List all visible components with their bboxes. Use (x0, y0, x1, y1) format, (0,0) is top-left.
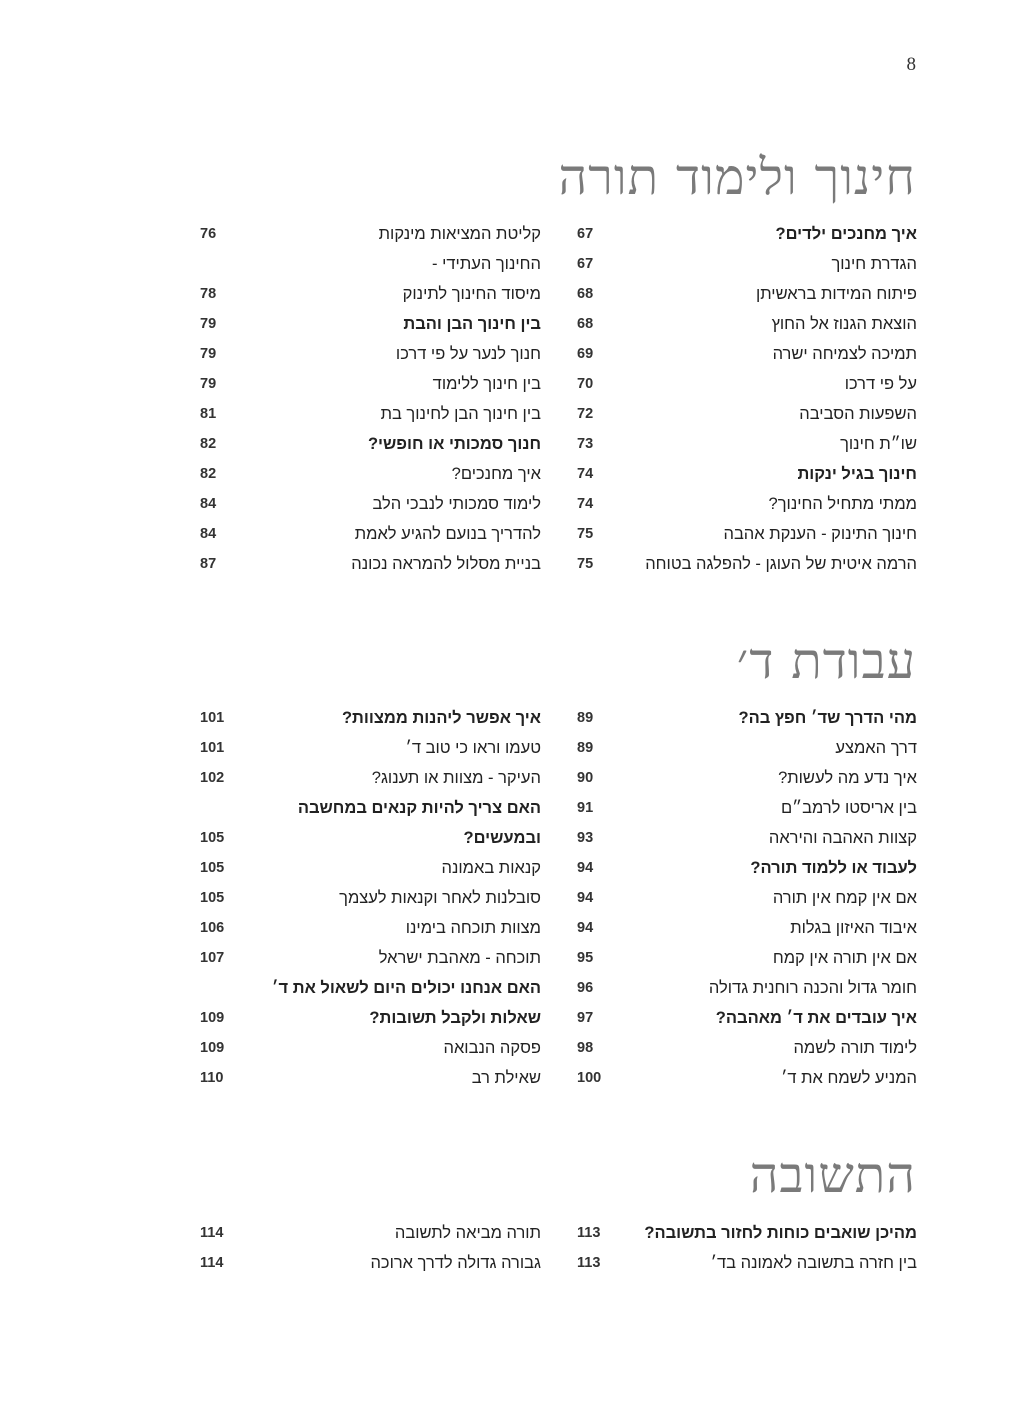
toc-entry[interactable] (577, 1033, 917, 1063)
toc-entry[interactable] (200, 1063, 541, 1093)
toc-entry[interactable] (577, 279, 917, 309)
toc-entry-title-line: השפעות הסביבה (799, 405, 917, 423)
toc-entry-title-line: חינוך התינוק - הענקת אהבה (723, 525, 917, 543)
toc-column-left (200, 1218, 541, 1278)
toc-entry-title (645, 549, 917, 579)
toc-entry-title-line: הרמה איטית של העוגן - להפלגה בטוחה (645, 555, 917, 573)
toc-entry-page: 68 (577, 286, 594, 302)
toc-entry-title (368, 429, 541, 459)
toc-entry-page: 74 (577, 496, 594, 512)
toc-entry-title (272, 973, 541, 1033)
toc-entry-title (396, 339, 541, 369)
toc-entry-title (432, 249, 541, 279)
toc-entry-title-line: ובמעשים? (463, 829, 541, 847)
toc-entry[interactable] (577, 853, 917, 883)
toc-entry-page: 75 (577, 526, 594, 542)
toc-entry-title (711, 1248, 917, 1278)
toc-entry[interactable] (577, 519, 917, 549)
toc-entry-title-line: טעמו וראו כי טוב ד׳ (405, 739, 541, 757)
toc-entry[interactable] (200, 279, 541, 309)
toc-entry-page: 89 (577, 710, 594, 726)
toc-entry-title (372, 489, 541, 519)
toc-entry-title (709, 973, 917, 1003)
toc-entry[interactable] (200, 399, 541, 429)
toc-entry-page: 105 (200, 830, 225, 846)
toc-entry-page: 114 (200, 1225, 224, 1241)
toc-entry-title (355, 519, 541, 549)
toc-entry-title-line: אם אין תורה אין קמח (772, 949, 917, 967)
toc-entry-title-line: בין חינוך הבן והבת (403, 315, 541, 333)
toc-entry-title-line: מהי הדרך שד׳ חפץ בה? (738, 709, 917, 727)
toc-entry-title (372, 763, 541, 793)
toc-entry-title-line: בניית מסלול להמראה נכונה (351, 555, 541, 573)
page-number: 8 (906, 54, 916, 75)
toc-entry-page: 67 (577, 256, 594, 272)
toc-entry-title (835, 733, 917, 763)
toc-entry-title (831, 249, 917, 279)
toc-entry-title (472, 1063, 541, 1093)
toc-entry-title-line: איבוד האיזון בגלות (790, 919, 917, 937)
toc-entry-title-line: חומר גדול והכנה רוחנית גדולה (708, 979, 917, 997)
toc-entry-title (773, 943, 917, 973)
toc-entry[interactable] (200, 943, 541, 973)
toc-entry[interactable] (200, 309, 541, 339)
toc-entry[interactable] (200, 549, 541, 579)
toc-entry-page: 67 (577, 226, 594, 242)
toc-entry[interactable] (577, 763, 917, 793)
toc-entry-title (781, 1063, 917, 1093)
toc-column-right (577, 1218, 917, 1278)
toc-entry-title (406, 733, 541, 763)
toc-entry-page: 73 (577, 436, 594, 452)
toc-entry-title (756, 279, 917, 309)
toc-entry[interactable] (200, 249, 541, 279)
toc-entry-title-line: תוכחה - מאהבת ישראל (378, 949, 541, 967)
toc-entry-title-line: המניע לשמח את ד׳ (781, 1069, 917, 1087)
toc-entry-page: 70 (577, 376, 594, 392)
toc-entry-title (379, 943, 541, 973)
toc-entry-title (342, 703, 541, 733)
toc-entry-page: 113 (577, 1225, 601, 1241)
toc-entry-title-line: החינוך העתידי - (432, 255, 541, 273)
toc-entry-title (778, 763, 917, 793)
toc-entry-title-line: בין חינוך הבן לחינוך בת (380, 405, 541, 423)
toc-entry-title (370, 1248, 541, 1278)
section-title: חינוך ולימוד תורה (558, 148, 916, 206)
toc-entry-title (452, 459, 541, 489)
toc-entry-page: 91 (577, 800, 594, 816)
toc-entry-title-line: איך מחנכים ילדים? (775, 225, 917, 243)
toc-entry[interactable] (200, 703, 541, 733)
toc-entry[interactable] (577, 489, 917, 519)
toc-entry-title (781, 793, 917, 823)
toc-entry[interactable] (577, 1003, 917, 1033)
toc-entry[interactable] (200, 913, 541, 943)
toc-entry-title (739, 703, 918, 733)
toc-entry-page: 101 (200, 710, 225, 726)
toc-entry-title-line: בין חינוך ללימוד (432, 375, 541, 393)
toc-entry-title-line: העיקר - מצוות או תענוג? (371, 769, 541, 787)
toc-entry-page: 105 (200, 860, 225, 876)
toc-entry-title-line: בין אריסטו לרמב״ם (780, 799, 917, 817)
toc-entry[interactable] (577, 883, 917, 913)
toc-entry-title-line: איך מחנכים? (451, 465, 541, 483)
toc-entry-title-line: פיתוח המידות בראשיתן (755, 285, 917, 303)
toc-entry[interactable] (577, 339, 917, 369)
toc-entry-title-line: חינוך בגיל ינקות (797, 465, 917, 483)
toc-entry[interactable] (577, 943, 917, 973)
toc-entry-page: 82 (200, 466, 217, 482)
toc-entry[interactable] (577, 973, 917, 1003)
toc-entry-page: 68 (577, 316, 594, 332)
toc-entry-page: 69 (577, 346, 594, 362)
toc-entry-title (793, 1033, 917, 1063)
toc-entry-title-line: קנאות באמונה (441, 859, 541, 877)
toc-entry[interactable] (577, 309, 917, 339)
toc-entry[interactable] (200, 369, 541, 399)
toc-entry-title-line: שאילת רב (471, 1069, 541, 1087)
toc-entry[interactable] (577, 1063, 917, 1093)
toc-entry[interactable] (577, 459, 917, 489)
toc-entry-title-line: אם אין קמח אין תורה (772, 889, 917, 907)
toc-entry-page: 95 (577, 950, 594, 966)
toc-column-right (577, 219, 917, 579)
toc-entry-page: 84 (200, 496, 217, 512)
toc-entry-title (845, 369, 917, 399)
toc-entry-title (716, 1003, 917, 1033)
toc-entry-page: 74 (577, 466, 594, 482)
toc-entry-title (406, 913, 541, 943)
toc-entry-title-line: להדריך בנועם להגיע לאמת (354, 525, 541, 543)
toc-entry-title-line: מהיכן שואבים כוחות לחזור בתשובה? (644, 1224, 917, 1242)
toc-entry-page: 79 (200, 316, 217, 332)
toc-entry-page: 76 (200, 226, 217, 242)
toc-entry[interactable] (577, 793, 917, 823)
toc-entry[interactable] (577, 913, 917, 943)
toc-column-left (200, 219, 541, 579)
toc-entry-page: 114 (200, 1255, 224, 1271)
toc-column-right (577, 703, 917, 1093)
toc-entry[interactable] (200, 1248, 541, 1278)
toc-entry-page: 79 (200, 346, 217, 362)
toc-entry-page: 110 (200, 1070, 224, 1086)
toc-entry-title-line: חנוך סמכותי או חופשי? (367, 435, 541, 453)
toc-entry-title-line: קצוות האהבה והיראה (768, 829, 917, 847)
toc-entry-title-line: חנוך לנער על פי דרכו (395, 345, 541, 363)
toc-entry-title-line: איך עובדים את ד׳ מאהבה? (715, 1009, 917, 1027)
toc-entry[interactable] (200, 1218, 541, 1248)
toc-entry-title-line: לעבוד או ללמוד תורה? (750, 859, 917, 877)
toc-entry-page: 79 (200, 376, 217, 392)
toc-entry[interactable] (577, 823, 917, 853)
toc-entry-title-line: האם צריך להיות קנאים במחשבה (297, 799, 541, 817)
toc-entry-title (772, 309, 917, 339)
toc-entry-title-line: איך נדע מה לעשות? (778, 769, 917, 787)
toc-entry-title (403, 309, 541, 339)
toc-entry-title-line: שו״ת חינוך (840, 435, 917, 453)
toc-entry[interactable] (200, 489, 541, 519)
toc-entry-title (775, 219, 917, 249)
toc-entry-title (799, 399, 917, 429)
toc-entry-title (797, 459, 917, 489)
toc-entry-title (395, 1218, 541, 1248)
toc-entry-title (769, 489, 917, 519)
toc-entry[interactable] (577, 429, 917, 459)
toc-entry-title-line: לימוד סמכותי לנבכי הלב (372, 495, 541, 513)
toc-entry-title-line: תמיכה לצמיחה ישרה (772, 345, 917, 363)
toc-entry-title (840, 429, 917, 459)
toc-entry-title (769, 823, 917, 853)
toc-entry-page: 75 (577, 556, 594, 572)
toc-entry-title (351, 549, 541, 579)
toc-entry-page: 109 (200, 1040, 225, 1056)
toc-entry[interactable] (200, 219, 541, 249)
toc-entry-page: 90 (577, 770, 594, 786)
toc-entry-title-line: תורה מביאה לתשובה (394, 1224, 541, 1242)
toc-entry-title-line: קליטת המציאות מינקות (378, 225, 541, 243)
toc-entry-title-line: איך אפשר ליהנות ממצוות? (341, 709, 541, 727)
toc-entry-title (298, 793, 541, 853)
toc-entry[interactable] (577, 1248, 917, 1278)
toc-entry-page: 109 (200, 1010, 225, 1026)
toc-entry-title (379, 219, 541, 249)
toc-entry-page: 101 (200, 740, 225, 756)
toc-entry-title (339, 883, 541, 913)
toc-entry[interactable] (200, 733, 541, 763)
toc-entry-page: 100 (577, 1070, 602, 1086)
toc-entry-page: 81 (200, 406, 217, 422)
toc-entry-title-line: ממתי מתחיל החינוך? (768, 495, 917, 513)
section-title: התשובה (749, 1146, 916, 1204)
toc-entry-page: 107 (200, 950, 225, 966)
toc-entry-page: 96 (577, 980, 594, 996)
toc-entry-page: 89 (577, 740, 594, 756)
toc-entry-page: 105 (200, 890, 225, 906)
toc-entry-title-line: שאלות ולקבל תשובות? (369, 1009, 541, 1027)
toc-entry-page: 84 (200, 526, 217, 542)
toc-entry[interactable] (200, 763, 541, 793)
toc-entry-title (773, 883, 917, 913)
toc-entry[interactable] (577, 399, 917, 429)
toc-entry-page: 94 (577, 890, 594, 906)
toc-entry-title-line: גבורה גדולה לדרך ארוכה (370, 1254, 541, 1272)
toc-entry[interactable] (577, 249, 917, 279)
toc-entry-title-line: פסקה הנבואה (443, 1039, 541, 1057)
toc-entry-title-line: בין חזרה בתשובה לאמונה בד׳ (710, 1254, 917, 1272)
toc-entry-title (403, 279, 541, 309)
toc-entry-title-line: הוצאת הגנוז אל החוץ (771, 315, 917, 333)
toc-entry-title (433, 369, 541, 399)
toc-entry-title (441, 853, 541, 883)
toc-entry-page: 106 (200, 920, 225, 936)
toc-entry-page: 102 (200, 770, 225, 786)
toc-entry[interactable] (577, 219, 917, 249)
toc-entry-title (644, 1218, 917, 1248)
toc-entry-title-line: לימוד תורה לשמה (793, 1039, 917, 1057)
toc-entry-title-line: סובלנות לאחר וקנאות לעצמך (339, 889, 541, 907)
toc-entry-title (723, 519, 917, 549)
toc-entry[interactable] (200, 459, 541, 489)
toc-entry-page: 82 (200, 436, 217, 452)
toc-entry[interactable] (577, 703, 917, 733)
toc-entry-page: 78 (200, 286, 217, 302)
toc-entry-title-line: האם אנחנו יכולים היום לשאול את ד׳ (271, 979, 541, 997)
toc-entry[interactable] (200, 973, 541, 1033)
toc-entry-page: 94 (577, 860, 594, 876)
toc-entry-title (750, 853, 917, 883)
toc-entry-title-line: מצוות תוכחה בימינו (405, 919, 541, 937)
toc-entry[interactable] (200, 1033, 541, 1063)
toc-entry[interactable] (200, 883, 541, 913)
toc-entry-page: 97 (577, 1010, 594, 1026)
toc-entry[interactable] (200, 429, 541, 459)
toc-entry-title-line: מיסוד החינוך לתינוק (402, 285, 541, 303)
toc-entry[interactable] (577, 1218, 917, 1248)
toc-entry[interactable] (200, 339, 541, 369)
toc-entry[interactable] (577, 733, 917, 763)
toc-entry-title (790, 913, 917, 943)
toc-entry-page: 87 (200, 556, 217, 572)
toc-entry-page: 72 (577, 406, 594, 422)
toc-entry-title (773, 339, 917, 369)
toc-column-left (200, 703, 541, 1093)
toc-entry[interactable] (200, 793, 541, 853)
toc-entry[interactable] (577, 369, 917, 399)
toc-entry[interactable] (577, 549, 917, 579)
toc-entry-title-line: דרך האמצע (835, 739, 917, 757)
toc-entry[interactable] (200, 853, 541, 883)
toc-entry-title (381, 399, 541, 429)
toc-entry-page: 93 (577, 830, 594, 846)
toc-entry-title-line: על פי דרכו (844, 375, 917, 393)
toc-entry[interactable] (200, 519, 541, 549)
toc-entry-title (443, 1033, 541, 1063)
toc-entry-title-line: הגדרת חינוך (831, 255, 917, 273)
toc-entry-page: 98 (577, 1040, 594, 1056)
toc-entry-page: 94 (577, 920, 594, 936)
section-title: עבודת ד׳ (736, 632, 916, 690)
toc-entry-page: 113 (577, 1255, 601, 1271)
